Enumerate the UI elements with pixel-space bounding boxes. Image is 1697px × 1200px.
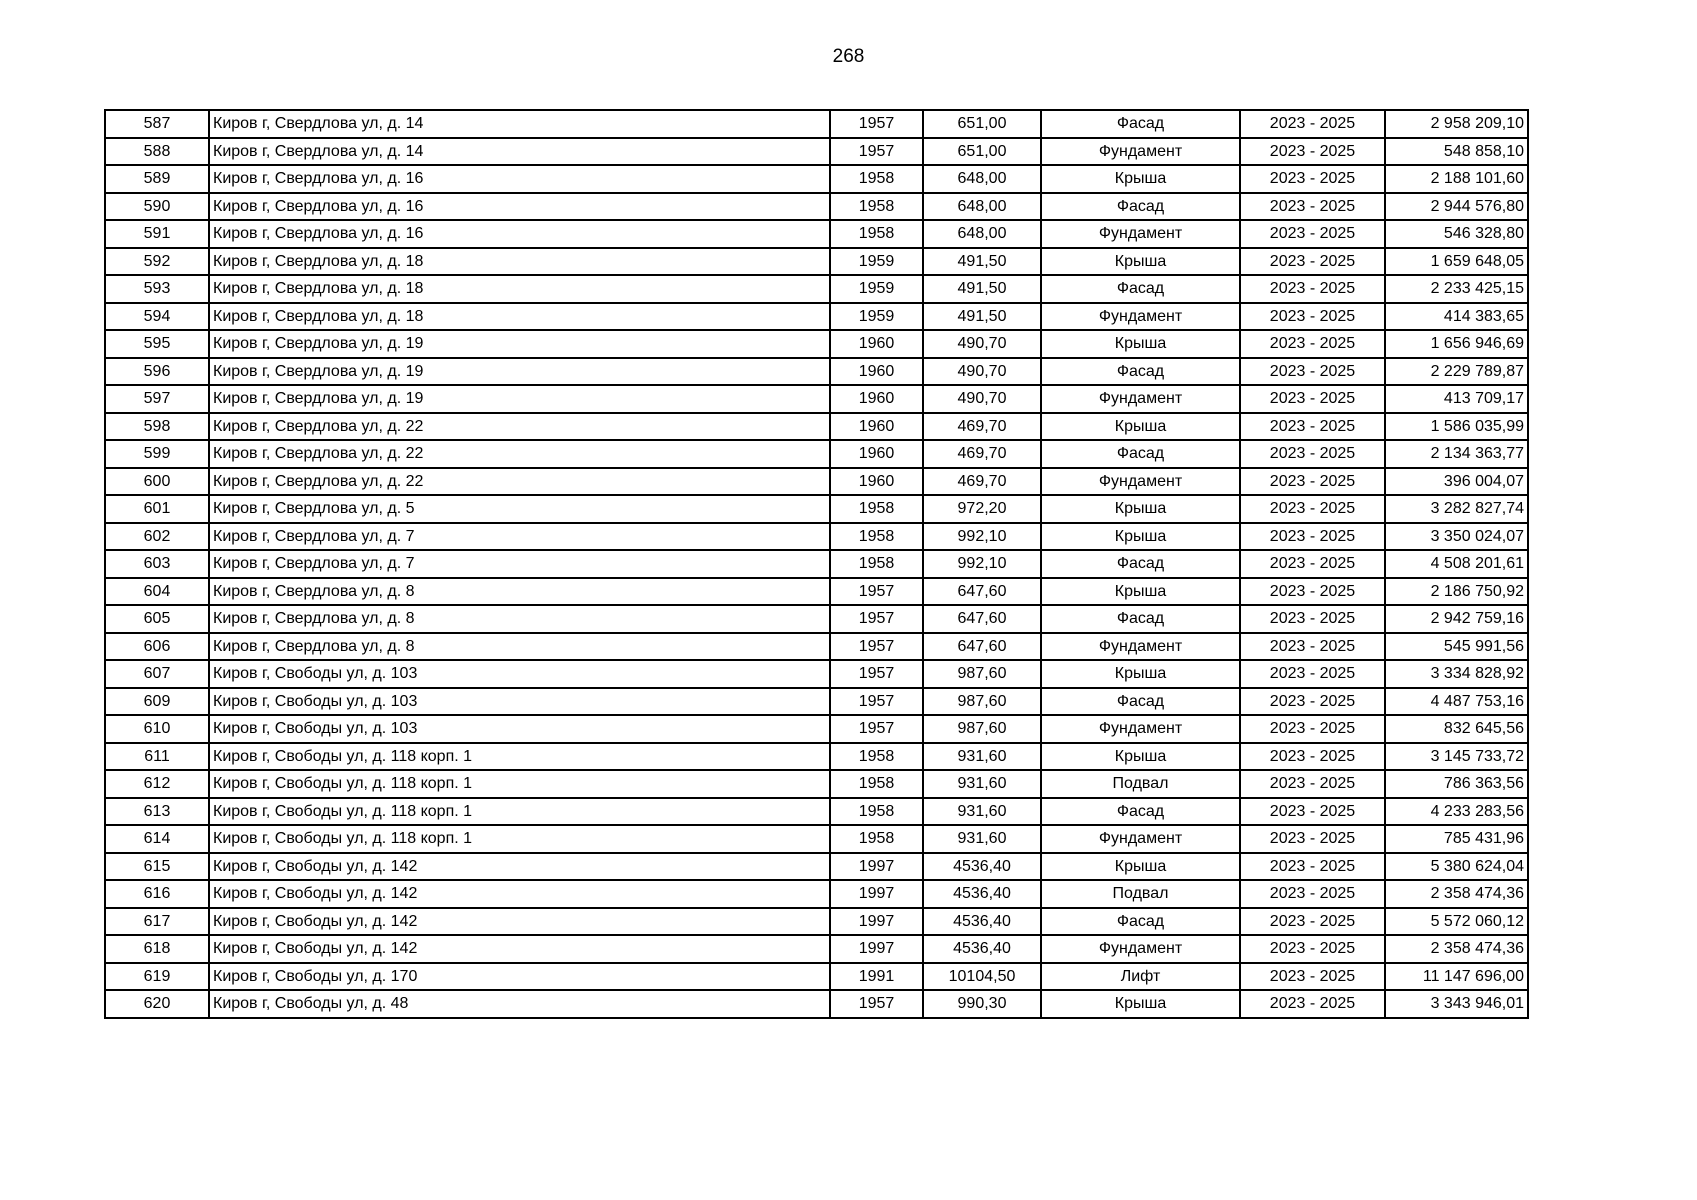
area-cell: 987,60 xyxy=(923,715,1041,743)
year-built-cell: 1997 xyxy=(830,908,923,936)
cost-cell: 3 145 733,72 xyxy=(1385,743,1528,771)
row-number-cell: 592 xyxy=(105,248,209,276)
area-cell: 931,60 xyxy=(923,825,1041,853)
work-type-cell: Крыша xyxy=(1041,743,1240,771)
address-cell: Киров г, Свердлова ул, д. 8 xyxy=(209,633,830,661)
year-built-cell: 1997 xyxy=(830,853,923,881)
work-type-cell: Фасад xyxy=(1041,440,1240,468)
work-type-cell: Лифт xyxy=(1041,963,1240,991)
row-number-cell: 600 xyxy=(105,468,209,496)
cost-cell: 413 709,17 xyxy=(1385,385,1528,413)
period-cell: 2023 - 2025 xyxy=(1240,688,1385,716)
row-number-cell: 599 xyxy=(105,440,209,468)
period-cell: 2023 - 2025 xyxy=(1240,633,1385,661)
row-number-cell: 596 xyxy=(105,358,209,386)
table-row xyxy=(105,798,1528,826)
table-row xyxy=(105,990,1528,1018)
row-number-cell: 614 xyxy=(105,825,209,853)
year-built-cell: 1957 xyxy=(830,633,923,661)
cost-cell: 396 004,07 xyxy=(1385,468,1528,496)
table-row xyxy=(105,110,1528,138)
row-number-cell: 605 xyxy=(105,605,209,633)
table-row xyxy=(105,688,1528,716)
cost-cell: 5 380 624,04 xyxy=(1385,853,1528,881)
period-cell: 2023 - 2025 xyxy=(1240,550,1385,578)
address-cell: Киров г, Свободы ул, д. 118 корп. 1 xyxy=(209,770,830,798)
area-cell: 648,00 xyxy=(923,193,1041,221)
year-built-cell: 1958 xyxy=(830,825,923,853)
area-cell: 651,00 xyxy=(923,138,1041,166)
work-type-cell: Крыша xyxy=(1041,853,1240,881)
cost-cell: 1 659 648,05 xyxy=(1385,248,1528,276)
cost-cell: 3 282 827,74 xyxy=(1385,495,1528,523)
period-cell: 2023 - 2025 xyxy=(1240,495,1385,523)
area-cell: 10104,50 xyxy=(923,963,1041,991)
period-cell: 2023 - 2025 xyxy=(1240,165,1385,193)
year-built-cell: 1958 xyxy=(830,165,923,193)
year-built-cell: 1958 xyxy=(830,798,923,826)
period-cell: 2023 - 2025 xyxy=(1240,248,1385,276)
year-built-cell: 1960 xyxy=(830,468,923,496)
address-cell: Киров г, Свердлова ул, д. 22 xyxy=(209,440,830,468)
row-number-cell: 595 xyxy=(105,330,209,358)
row-number-cell: 617 xyxy=(105,908,209,936)
work-type-cell: Фундамент xyxy=(1041,715,1240,743)
row-number-cell: 588 xyxy=(105,138,209,166)
work-type-cell: Подвал xyxy=(1041,880,1240,908)
year-built-cell: 1958 xyxy=(830,743,923,771)
year-built-cell: 1960 xyxy=(830,385,923,413)
address-cell: Киров г, Свердлова ул, д. 7 xyxy=(209,550,830,578)
work-type-cell: Фасад xyxy=(1041,110,1240,138)
period-cell: 2023 - 2025 xyxy=(1240,110,1385,138)
work-type-cell: Крыша xyxy=(1041,495,1240,523)
period-cell: 2023 - 2025 xyxy=(1240,935,1385,963)
row-number-cell: 593 xyxy=(105,275,209,303)
year-built-cell: 1958 xyxy=(830,193,923,221)
row-number-cell: 589 xyxy=(105,165,209,193)
area-cell: 4536,40 xyxy=(923,935,1041,963)
table-row xyxy=(105,908,1528,936)
row-number-cell: 587 xyxy=(105,110,209,138)
year-built-cell: 1957 xyxy=(830,605,923,633)
row-number-cell: 615 xyxy=(105,853,209,881)
address-cell: Киров г, Свободы ул, д. 103 xyxy=(209,660,830,688)
work-type-cell: Фундамент xyxy=(1041,138,1240,166)
area-cell: 4536,40 xyxy=(923,880,1041,908)
year-built-cell: 1957 xyxy=(830,990,923,1018)
area-cell: 491,50 xyxy=(923,303,1041,331)
area-cell: 469,70 xyxy=(923,440,1041,468)
row-number-cell: 619 xyxy=(105,963,209,991)
work-type-cell: Крыша xyxy=(1041,990,1240,1018)
year-built-cell: 1958 xyxy=(830,220,923,248)
period-cell: 2023 - 2025 xyxy=(1240,523,1385,551)
address-cell: Киров г, Свободы ул, д. 142 xyxy=(209,935,830,963)
row-number-cell: 616 xyxy=(105,880,209,908)
address-cell: Киров г, Свободы ул, д. 142 xyxy=(209,908,830,936)
area-cell: 491,50 xyxy=(923,275,1041,303)
area-cell: 931,60 xyxy=(923,770,1041,798)
table-row xyxy=(105,523,1528,551)
work-type-cell: Крыша xyxy=(1041,523,1240,551)
address-cell: Киров г, Свердлова ул, д. 8 xyxy=(209,605,830,633)
period-cell: 2023 - 2025 xyxy=(1240,468,1385,496)
address-cell: Киров г, Свердлова ул, д. 18 xyxy=(209,275,830,303)
address-cell: Киров г, Свободы ул, д. 118 корп. 1 xyxy=(209,743,830,771)
period-cell: 2023 - 2025 xyxy=(1240,578,1385,606)
year-built-cell: 1958 xyxy=(830,495,923,523)
cost-cell: 5 572 060,12 xyxy=(1385,908,1528,936)
area-cell: 490,70 xyxy=(923,358,1041,386)
address-cell: Киров г, Свердлова ул, д. 8 xyxy=(209,578,830,606)
row-number-cell: 602 xyxy=(105,523,209,551)
period-cell: 2023 - 2025 xyxy=(1240,605,1385,633)
period-cell: 2023 - 2025 xyxy=(1240,138,1385,166)
cost-cell: 832 645,56 xyxy=(1385,715,1528,743)
work-type-cell: Фундамент xyxy=(1041,935,1240,963)
work-type-cell: Фундамент xyxy=(1041,825,1240,853)
period-cell: 2023 - 2025 xyxy=(1240,715,1385,743)
repair-schedule-table xyxy=(104,109,1529,1019)
address-cell: Киров г, Свердлова ул, д. 14 xyxy=(209,138,830,166)
table-row xyxy=(105,165,1528,193)
table-row xyxy=(105,715,1528,743)
period-cell: 2023 - 2025 xyxy=(1240,330,1385,358)
table-row xyxy=(105,743,1528,771)
period-cell: 2023 - 2025 xyxy=(1240,963,1385,991)
table-row xyxy=(105,825,1528,853)
address-cell: Киров г, Свободы ул, д. 118 корп. 1 xyxy=(209,825,830,853)
address-cell: Киров г, Свердлова ул, д. 7 xyxy=(209,523,830,551)
year-built-cell: 1997 xyxy=(830,935,923,963)
area-cell: 469,70 xyxy=(923,413,1041,441)
area-cell: 647,60 xyxy=(923,605,1041,633)
row-number-cell: 594 xyxy=(105,303,209,331)
period-cell: 2023 - 2025 xyxy=(1240,358,1385,386)
cost-cell: 2 229 789,87 xyxy=(1385,358,1528,386)
work-type-cell: Фасад xyxy=(1041,908,1240,936)
year-built-cell: 1957 xyxy=(830,688,923,716)
period-cell: 2023 - 2025 xyxy=(1240,303,1385,331)
cost-cell: 545 991,56 xyxy=(1385,633,1528,661)
cost-cell: 2 358 474,36 xyxy=(1385,935,1528,963)
row-number-cell: 612 xyxy=(105,770,209,798)
cost-cell: 11 147 696,00 xyxy=(1385,963,1528,991)
row-number-cell: 597 xyxy=(105,385,209,413)
address-cell: Киров г, Свердлова ул, д. 19 xyxy=(209,358,830,386)
table-row xyxy=(105,770,1528,798)
area-cell: 491,50 xyxy=(923,248,1041,276)
cost-cell: 1 656 946,69 xyxy=(1385,330,1528,358)
period-cell: 2023 - 2025 xyxy=(1240,743,1385,771)
year-built-cell: 1960 xyxy=(830,358,923,386)
row-number-cell: 604 xyxy=(105,578,209,606)
area-cell: 992,10 xyxy=(923,523,1041,551)
address-cell: Киров г, Свободы ул, д. 103 xyxy=(209,715,830,743)
table-row xyxy=(105,220,1528,248)
cost-cell: 2 942 759,16 xyxy=(1385,605,1528,633)
table-row xyxy=(105,275,1528,303)
work-type-cell: Крыша xyxy=(1041,165,1240,193)
year-built-cell: 1958 xyxy=(830,523,923,551)
work-type-cell: Фасад xyxy=(1041,275,1240,303)
table-row xyxy=(105,880,1528,908)
table-row xyxy=(105,413,1528,441)
period-cell: 2023 - 2025 xyxy=(1240,220,1385,248)
address-cell: Киров г, Свердлова ул, д. 14 xyxy=(209,110,830,138)
table-row xyxy=(105,550,1528,578)
table-row xyxy=(105,385,1528,413)
year-built-cell: 1997 xyxy=(830,880,923,908)
area-cell: 490,70 xyxy=(923,330,1041,358)
cost-cell: 2 134 363,77 xyxy=(1385,440,1528,468)
cost-cell: 2 233 425,15 xyxy=(1385,275,1528,303)
address-cell: Киров г, Свердлова ул, д. 19 xyxy=(209,330,830,358)
area-cell: 4536,40 xyxy=(923,908,1041,936)
work-type-cell: Фундамент xyxy=(1041,220,1240,248)
address-cell: Киров г, Свободы ул, д. 48 xyxy=(209,990,830,1018)
work-type-cell: Крыша xyxy=(1041,578,1240,606)
period-cell: 2023 - 2025 xyxy=(1240,908,1385,936)
period-cell: 2023 - 2025 xyxy=(1240,880,1385,908)
work-type-cell: Фундамент xyxy=(1041,303,1240,331)
work-type-cell: Фасад xyxy=(1041,605,1240,633)
work-type-cell: Крыша xyxy=(1041,248,1240,276)
work-type-cell: Фасад xyxy=(1041,358,1240,386)
address-cell: Киров г, Свердлова ул, д. 16 xyxy=(209,220,830,248)
table-row xyxy=(105,468,1528,496)
table-row xyxy=(105,633,1528,661)
year-built-cell: 1958 xyxy=(830,550,923,578)
address-cell: Киров г, Свердлова ул, д. 19 xyxy=(209,385,830,413)
area-cell: 469,70 xyxy=(923,468,1041,496)
cost-cell: 2 186 750,92 xyxy=(1385,578,1528,606)
cost-cell: 2 958 209,10 xyxy=(1385,110,1528,138)
period-cell: 2023 - 2025 xyxy=(1240,660,1385,688)
year-built-cell: 1957 xyxy=(830,138,923,166)
cost-cell: 414 383,65 xyxy=(1385,303,1528,331)
period-cell: 2023 - 2025 xyxy=(1240,798,1385,826)
work-type-cell: Фасад xyxy=(1041,550,1240,578)
row-number-cell: 610 xyxy=(105,715,209,743)
year-built-cell: 1959 xyxy=(830,248,923,276)
table-row xyxy=(105,248,1528,276)
work-type-cell: Подвал xyxy=(1041,770,1240,798)
cost-cell: 2 188 101,60 xyxy=(1385,165,1528,193)
table-row xyxy=(105,358,1528,386)
table-row xyxy=(105,138,1528,166)
address-cell: Киров г, Свободы ул, д. 142 xyxy=(209,880,830,908)
work-type-cell: Фасад xyxy=(1041,193,1240,221)
year-built-cell: 1958 xyxy=(830,770,923,798)
table-row xyxy=(105,935,1528,963)
address-cell: Киров г, Свердлова ул, д. 22 xyxy=(209,468,830,496)
address-cell: Киров г, Свердлова ул, д. 18 xyxy=(209,303,830,331)
period-cell: 2023 - 2025 xyxy=(1240,825,1385,853)
table-row xyxy=(105,853,1528,881)
work-type-cell: Фундамент xyxy=(1041,633,1240,661)
cost-cell: 1 586 035,99 xyxy=(1385,413,1528,441)
row-number-cell: 603 xyxy=(105,550,209,578)
year-built-cell: 1959 xyxy=(830,303,923,331)
row-number-cell: 590 xyxy=(105,193,209,221)
address-cell: Киров г, Свердлова ул, д. 16 xyxy=(209,165,830,193)
cost-cell: 4 508 201,61 xyxy=(1385,550,1528,578)
cost-cell: 3 350 024,07 xyxy=(1385,523,1528,551)
row-number-cell: 598 xyxy=(105,413,209,441)
cost-cell: 785 431,96 xyxy=(1385,825,1528,853)
area-cell: 647,60 xyxy=(923,633,1041,661)
cost-cell: 2 358 474,36 xyxy=(1385,880,1528,908)
period-cell: 2023 - 2025 xyxy=(1240,440,1385,468)
year-built-cell: 1957 xyxy=(830,715,923,743)
period-cell: 2023 - 2025 xyxy=(1240,193,1385,221)
table-row xyxy=(105,605,1528,633)
cost-cell: 4 233 283,56 xyxy=(1385,798,1528,826)
table-body xyxy=(105,110,1528,1018)
area-cell: 648,00 xyxy=(923,220,1041,248)
area-cell: 648,00 xyxy=(923,165,1041,193)
area-cell: 992,10 xyxy=(923,550,1041,578)
work-type-cell: Фундамент xyxy=(1041,385,1240,413)
year-built-cell: 1960 xyxy=(830,413,923,441)
area-cell: 4536,40 xyxy=(923,853,1041,881)
cost-cell: 548 858,10 xyxy=(1385,138,1528,166)
year-built-cell: 1960 xyxy=(830,440,923,468)
table-row xyxy=(105,193,1528,221)
row-number-cell: 591 xyxy=(105,220,209,248)
area-cell: 987,60 xyxy=(923,660,1041,688)
row-number-cell: 601 xyxy=(105,495,209,523)
period-cell: 2023 - 2025 xyxy=(1240,413,1385,441)
year-built-cell: 1957 xyxy=(830,578,923,606)
row-number-cell: 607 xyxy=(105,660,209,688)
table-row xyxy=(105,963,1528,991)
work-type-cell: Фасад xyxy=(1041,798,1240,826)
row-number-cell: 606 xyxy=(105,633,209,661)
address-cell: Киров г, Свердлова ул, д. 18 xyxy=(209,248,830,276)
work-type-cell: Фундамент xyxy=(1041,468,1240,496)
period-cell: 2023 - 2025 xyxy=(1240,385,1385,413)
address-cell: Киров г, Свердлова ул, д. 16 xyxy=(209,193,830,221)
area-cell: 651,00 xyxy=(923,110,1041,138)
period-cell: 2023 - 2025 xyxy=(1240,990,1385,1018)
work-type-cell: Крыша xyxy=(1041,413,1240,441)
area-cell: 972,20 xyxy=(923,495,1041,523)
area-cell: 647,60 xyxy=(923,578,1041,606)
area-cell: 931,60 xyxy=(923,743,1041,771)
address-cell: Киров г, Свердлова ул, д. 22 xyxy=(209,413,830,441)
year-built-cell: 1957 xyxy=(830,660,923,688)
cost-cell: 786 363,56 xyxy=(1385,770,1528,798)
period-cell: 2023 - 2025 xyxy=(1240,275,1385,303)
area-cell: 490,70 xyxy=(923,385,1041,413)
page-number: 268 xyxy=(832,46,865,67)
cost-cell: 3 334 828,92 xyxy=(1385,660,1528,688)
year-built-cell: 1957 xyxy=(830,110,923,138)
row-number-cell: 620 xyxy=(105,990,209,1018)
year-built-cell: 1959 xyxy=(830,275,923,303)
period-cell: 2023 - 2025 xyxy=(1240,770,1385,798)
work-type-cell: Фасад xyxy=(1041,688,1240,716)
row-number-cell: 613 xyxy=(105,798,209,826)
table-row xyxy=(105,440,1528,468)
address-cell: Киров г, Свободы ул, д. 118 корп. 1 xyxy=(209,798,830,826)
table-row xyxy=(105,330,1528,358)
table-row xyxy=(105,660,1528,688)
table-row xyxy=(105,495,1528,523)
address-cell: Киров г, Свердлова ул, д. 5 xyxy=(209,495,830,523)
address-cell: Киров г, Свободы ул, д. 142 xyxy=(209,853,830,881)
address-cell: Киров г, Свободы ул, д. 103 xyxy=(209,688,830,716)
table-row xyxy=(105,578,1528,606)
cost-cell: 3 343 946,01 xyxy=(1385,990,1528,1018)
period-cell: 2023 - 2025 xyxy=(1240,853,1385,881)
work-type-cell: Крыша xyxy=(1041,330,1240,358)
cost-cell: 4 487 753,16 xyxy=(1385,688,1528,716)
area-cell: 987,60 xyxy=(923,688,1041,716)
cost-cell: 546 328,80 xyxy=(1385,220,1528,248)
year-built-cell: 1960 xyxy=(830,330,923,358)
year-built-cell: 1991 xyxy=(830,963,923,991)
area-cell: 931,60 xyxy=(923,798,1041,826)
row-number-cell: 618 xyxy=(105,935,209,963)
address-cell: Киров г, Свободы ул, д. 170 xyxy=(209,963,830,991)
row-number-cell: 611 xyxy=(105,743,209,771)
table-row xyxy=(105,303,1528,331)
area-cell: 990,30 xyxy=(923,990,1041,1018)
work-type-cell: Крыша xyxy=(1041,660,1240,688)
row-number-cell: 609 xyxy=(105,688,209,716)
cost-cell: 2 944 576,80 xyxy=(1385,193,1528,221)
